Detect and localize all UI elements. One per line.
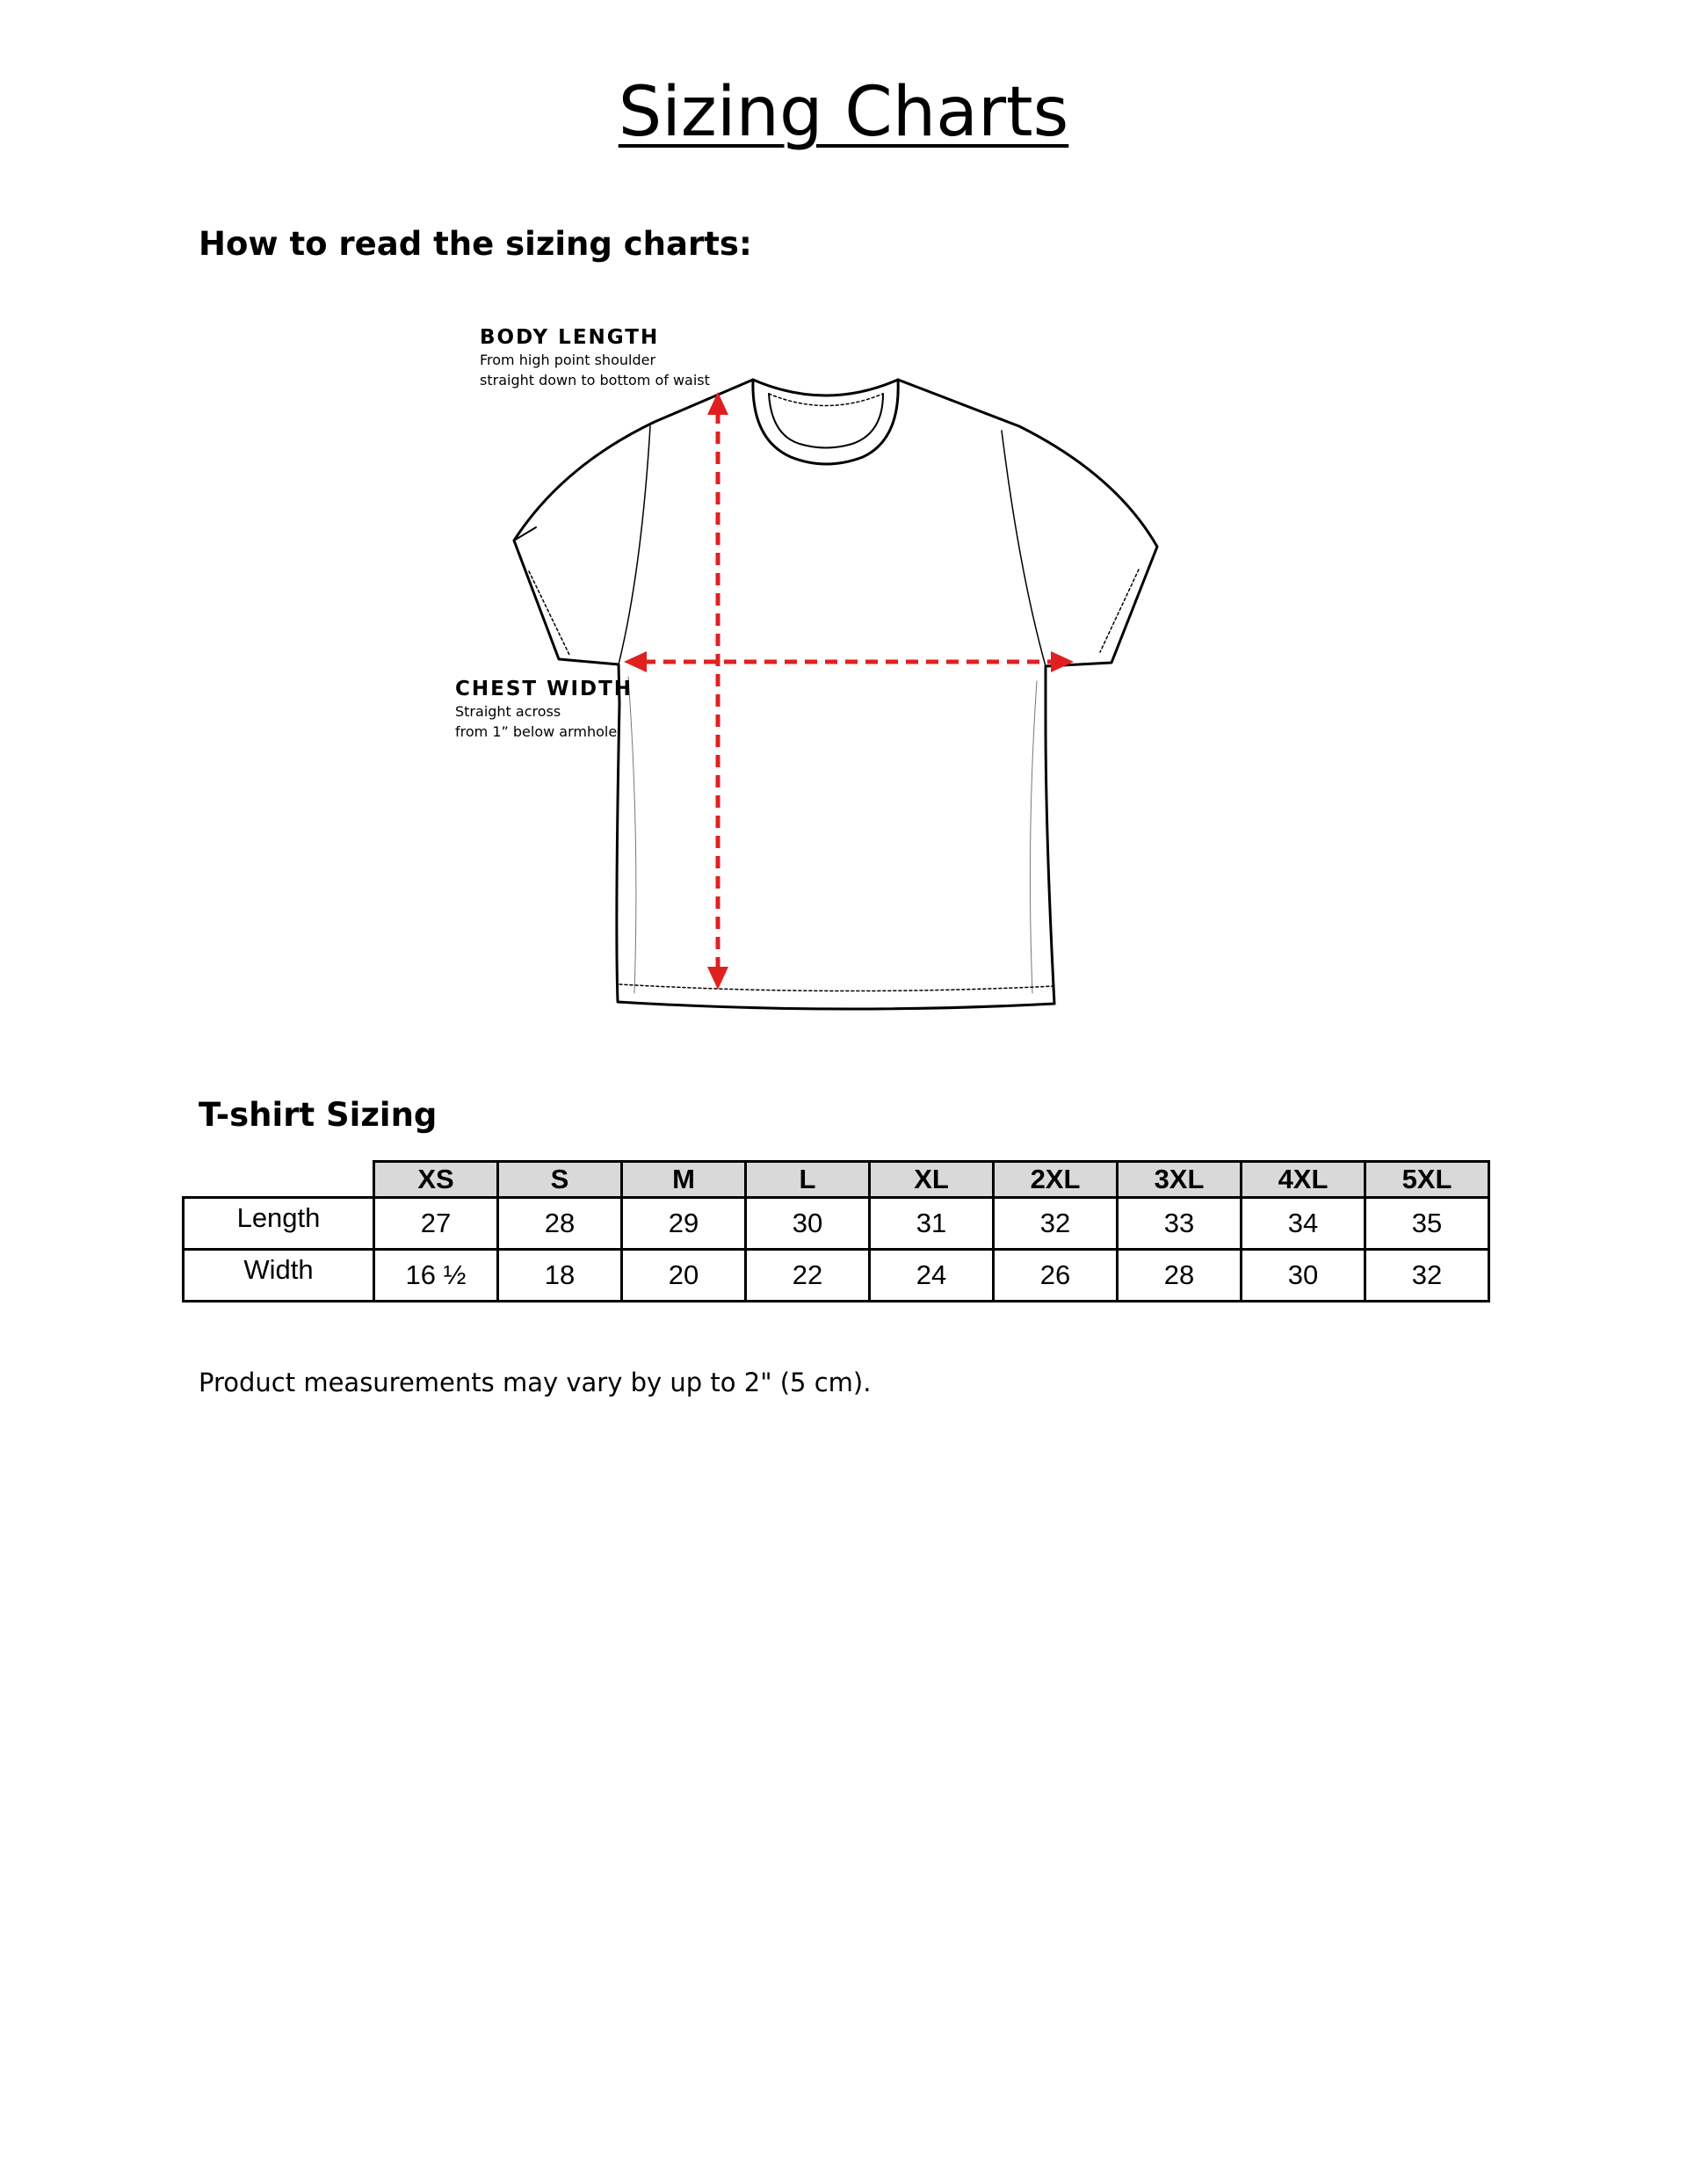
table-cell: 30: [1242, 1250, 1365, 1302]
row-label-length: Length: [184, 1198, 374, 1250]
size-header-xs: XS: [374, 1162, 498, 1198]
table-cell: 22: [746, 1250, 870, 1302]
table-cell: 27: [374, 1198, 498, 1250]
measurement-note: Product measurements may vary by up to 2" (5 cm).: [199, 1368, 872, 1397]
table-cell: 29: [622, 1198, 746, 1250]
table-cell: 30: [746, 1198, 870, 1250]
tshirt-diagram: [439, 308, 1195, 1037]
table-cell: 24: [870, 1250, 994, 1302]
size-header-3xl: 3XL: [1118, 1162, 1242, 1198]
table-cell: 20: [622, 1250, 746, 1302]
table-cell: 31: [870, 1198, 994, 1250]
table-row-width: [184, 1250, 1489, 1302]
how-to-read-heading: How to read the sizing charts:: [199, 225, 752, 263]
table-cell: 18: [498, 1250, 622, 1302]
horizontal-double-arrow-icon: [624, 651, 1074, 672]
tshirt-sizing-heading: T-shirt Sizing: [199, 1096, 438, 1134]
table-cell: 26: [994, 1250, 1118, 1302]
body-length-title: BODY LENGTH: [480, 326, 660, 349]
table-cell: 35: [1365, 1198, 1489, 1250]
size-header-row: [184, 1162, 1489, 1198]
table-cell: 34: [1242, 1198, 1365, 1250]
chest-width-line1: Straight across: [455, 703, 561, 720]
row-label-width: Width: [184, 1250, 374, 1302]
body-length-label: [480, 325, 710, 390]
table-cell: 32: [1365, 1250, 1489, 1302]
header-blank-cell: [184, 1162, 374, 1198]
size-header-4xl: 4XL: [1242, 1162, 1365, 1198]
table-cell: 16 ½: [374, 1250, 498, 1302]
table-cell: 32: [994, 1198, 1118, 1250]
size-header-m: M: [622, 1162, 746, 1198]
size-header-l: L: [746, 1162, 870, 1198]
chest-width-label: [455, 677, 633, 742]
tshirt-outline-icon: [439, 308, 1195, 1037]
table-row-length: [184, 1198, 1489, 1250]
size-table: [182, 1160, 1490, 1302]
size-header-2xl: 2XL: [994, 1162, 1118, 1198]
size-header-xl: XL: [870, 1162, 994, 1198]
table-cell: 28: [1118, 1250, 1242, 1302]
size-header-5xl: 5XL: [1365, 1162, 1489, 1198]
vertical-double-arrow-icon: [707, 392, 728, 990]
chest-width-title: CHEST WIDTH: [455, 678, 634, 700]
page-title: Sizing Charts: [618, 73, 1069, 152]
body-length-line1: From high point shoulder: [480, 352, 656, 368]
table-cell: 33: [1118, 1198, 1242, 1250]
chest-width-line2: from 1” below armhole: [455, 723, 618, 740]
body-length-line2: straight down to bottom of waist: [480, 372, 710, 388]
table-cell: 28: [498, 1198, 622, 1250]
size-header-s: S: [498, 1162, 622, 1198]
